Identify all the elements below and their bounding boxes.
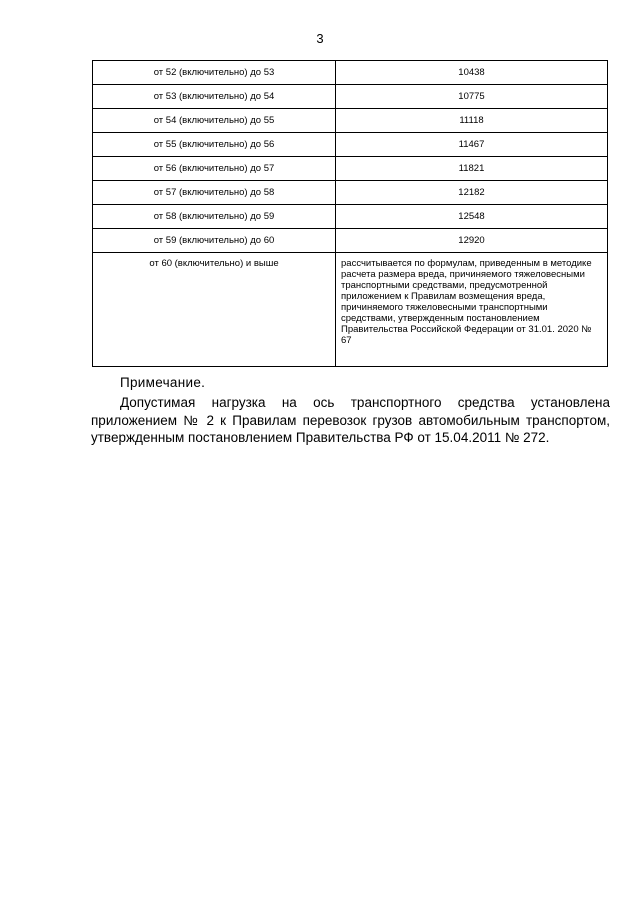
amount-cell: 11467	[336, 133, 608, 157]
amount-cell: 10438	[336, 61, 608, 85]
range-cell: от 53 (включительно) до 54	[93, 85, 336, 109]
note-text: Допустимая нагрузка на ось транспортного средства установлена приложением № 2 к Правилам перевозок грузов автомобильным транспортом, утвержденным постановлением Правительства РФ от 15.04.2011 № 272.	[91, 395, 610, 445]
range-cell: от 58 (включительно) до 59	[93, 205, 336, 229]
amount-cell: 11821	[336, 157, 608, 181]
rates-table	[92, 60, 608, 367]
range-cell: от 54 (включительно) до 55	[93, 109, 336, 133]
formula-note-cell: рассчитывается по формулам, приведенным в методике расчета размера вреда, причиняемого тяжеловесными транспортными средствами, предусмотренной приложением к Правилам возмещения вреда, причиняемого тяжеловесными транспортными средствами, утвержденным постановлением Правительства Российской Федерации от 31.01. 2020 № 67	[336, 253, 608, 367]
range-cell: от 59 (включительно) до 60	[93, 229, 336, 253]
range-cell: от 52 (включительно) до 53	[93, 61, 336, 85]
table-row	[93, 205, 608, 229]
range-cell: от 60 (включительно) и выше	[93, 253, 336, 367]
page-number: 3	[316, 31, 324, 46]
table-row	[93, 85, 608, 109]
note-title: Примечание.	[120, 375, 206, 390]
range-cell: от 56 (включительно) до 57	[93, 157, 336, 181]
amount-cell: 12548	[336, 205, 608, 229]
range-cell: от 57 (включительно) до 58	[93, 181, 336, 205]
amount-cell: 12182	[336, 181, 608, 205]
table-row	[93, 253, 608, 367]
table-row	[93, 109, 608, 133]
amount-cell: 11118	[336, 109, 608, 133]
table-row	[93, 229, 608, 253]
amount-cell: 10775	[336, 85, 608, 109]
table-row	[93, 133, 608, 157]
amount-cell: 12920	[336, 229, 608, 253]
range-cell: от 55 (включительно) до 56	[93, 133, 336, 157]
table-row	[93, 61, 608, 85]
table-row	[93, 181, 608, 205]
table-row	[93, 157, 608, 181]
